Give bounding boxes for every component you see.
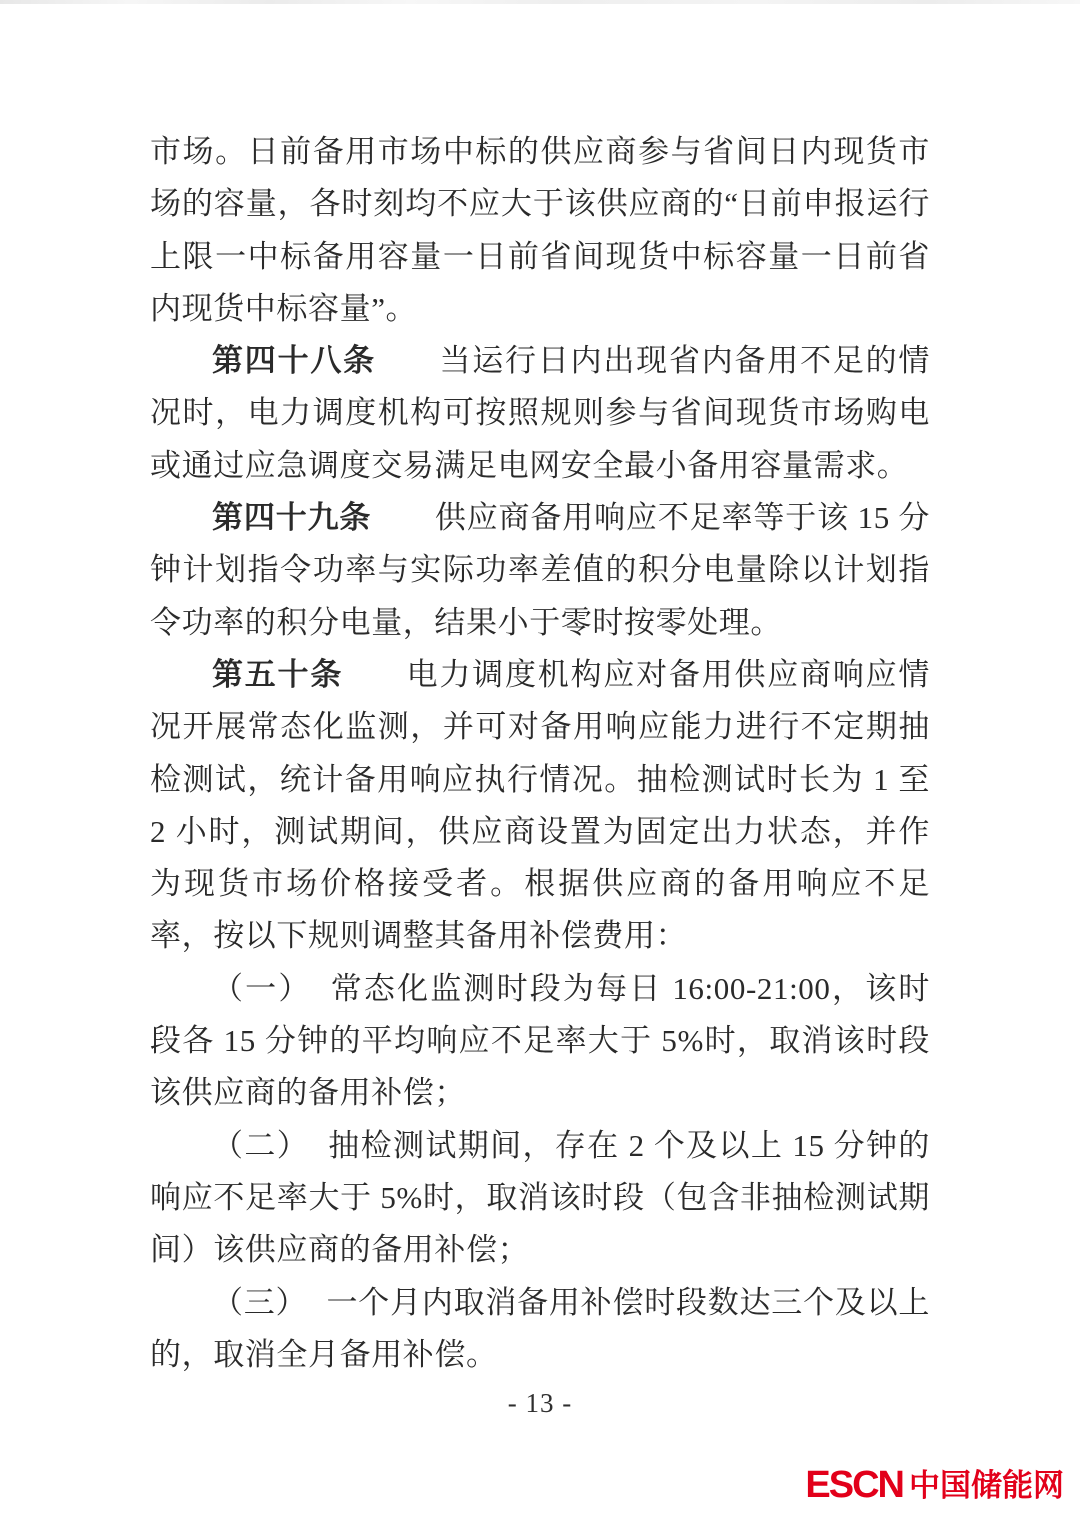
article-50-number: 第五十条	[212, 656, 344, 692]
article-48-paragraph	[150, 335, 930, 492]
article-50-paragraph	[150, 649, 930, 963]
list-item-1-marker: （一）	[212, 970, 312, 1006]
watermark-logo-zh: 中国储能网	[909, 1467, 1064, 1503]
article-49-number: 第四十九条	[212, 500, 372, 536]
paragraph-text: 电力调度机构应对备用供应商响应情况开展常态化监测，并可对备用响应能力进行不定期抽检测试，统计备用响应执行情况。抽检测试时长为 1 至 2 小时，测试期间，供应商设置为固定出力状态，并作为现货市场价格接受者。根据供应商的备用响应不足率，按以下规则调整其备用补偿费用：	[150, 656, 930, 954]
document-content	[150, 126, 930, 1381]
article-49-paragraph	[150, 492, 930, 649]
paragraph-text: 供应商备用响应不足率等于该 15 分钟计划指令功率与实际功率差值的积分电量除以计划指令功率的积分电量，结果小于零时按零处理。	[150, 500, 930, 640]
watermark-logo-en: ESCN	[805, 1464, 903, 1506]
scan-artifact-line	[0, 0, 1080, 4]
list-item-1-paragraph	[150, 963, 930, 1120]
watermark-logo	[805, 1466, 1064, 1504]
paragraph-text: 市场。日前备用市场中标的供应商参与省间日内现货市场的容量，各时刻均不应大于该供应商的“日前申报运行上限一中标备用容量一日前省间现货中标容量一日前省内现货中标容量”。	[150, 134, 930, 326]
paragraph-text: 常态化监测时段为每日 16:00-21:00，该时段各 15 分钟的平均响应不足率大于 5%时，取消该时段该供应商的备用补偿；	[150, 970, 930, 1111]
paragraph-text: 当运行日内出现省内备用不足的情况时，电力调度机构可按照规则参与省间现货市场购电或通过应急调度交易满足电网安全最小备用容量需求。	[150, 343, 931, 483]
paragraph-text: 一个月内取消备用补偿时段数达三个及以上的，取消全月备用补偿。	[150, 1284, 930, 1372]
paragraph-continuation	[150, 126, 930, 335]
list-item-3-marker: （三）	[212, 1284, 308, 1320]
list-item-2-marker: （二）	[212, 1127, 310, 1163]
page-number: - 13 -	[507, 1388, 573, 1418]
article-48-number: 第四十八条	[212, 343, 376, 379]
paragraph-text: 抽检测试期间，存在 2 个及以上 15 分钟的响应不足率大于 5%时，取消该时段（包含非抽检测试期间）该供应商的备用补偿；	[150, 1127, 930, 1268]
list-item-3-paragraph	[150, 1277, 930, 1382]
list-item-2-paragraph	[150, 1120, 930, 1277]
